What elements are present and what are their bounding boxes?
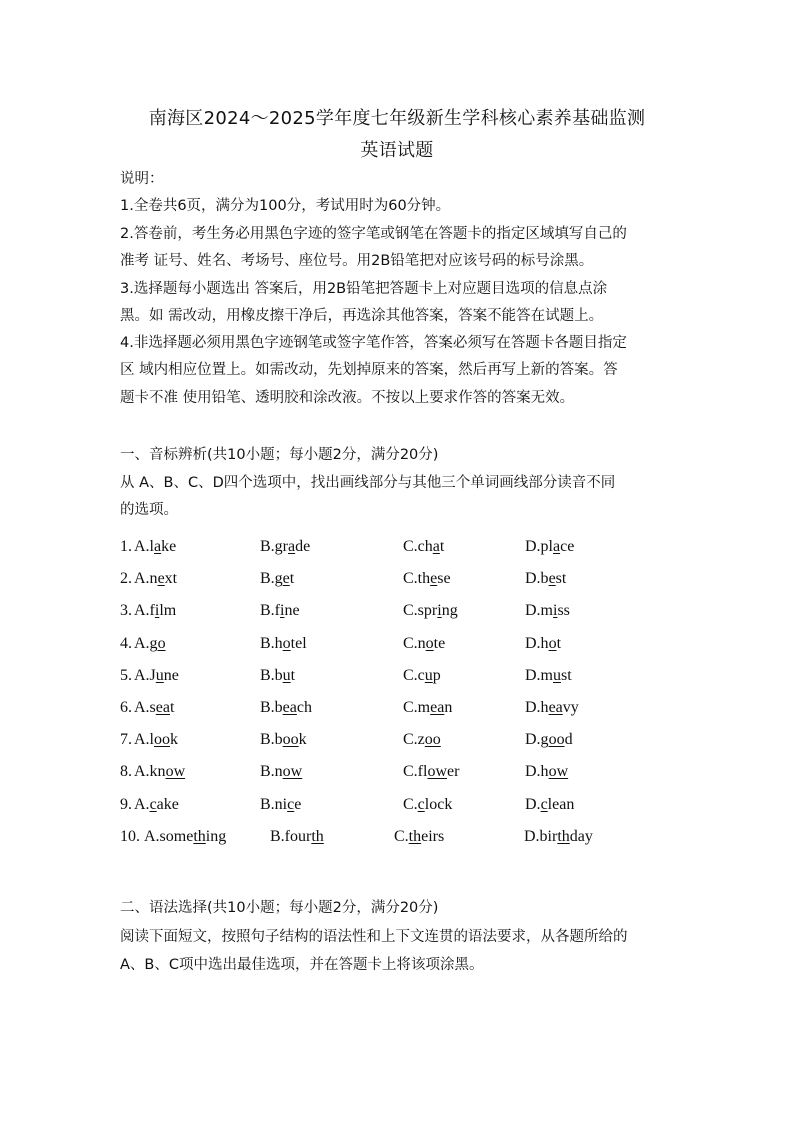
option-a: A.seat [134, 699, 175, 716]
underlined-letters: oo [548, 731, 565, 749]
page-title: 南海区2024～2025学年度七年级新生学科核心素养基础监测 [148, 108, 646, 129]
option-b: B.but [260, 666, 296, 684]
question-row [120, 570, 680, 590]
option-c: C.zoo [403, 731, 441, 749]
underlined-letters: oo [424, 731, 441, 749]
option-a: A.film [134, 602, 177, 620]
question-number: 1. [120, 538, 132, 555]
option-a: A.next [134, 570, 178, 588]
section1-heading: 一、音标辨析(共10小题；每小题2分，满分20分) [120, 447, 439, 463]
underlined-letters: e [548, 570, 556, 588]
section2-description: 阅读下面短文，按照句子结构的语法性和上下文连贯的语法要求，从各题所给的 [120, 929, 628, 945]
option-b: B.fine [260, 602, 300, 620]
option-d: D.clean [525, 795, 575, 813]
question-number: 3. [120, 602, 132, 620]
underlined-letters: oo [282, 731, 299, 749]
instruction-line: 题卡不准 使用铅笔、透明胶和涂改液。不按以上要求作答的答案无效。 [120, 390, 575, 406]
page-subtitle: 英语试题 [360, 140, 434, 161]
option-d: D.hot [525, 634, 562, 652]
option-b: B.grade [260, 538, 311, 555]
instruction-line: 2.答卷前，考生务必用黑色字迹的签字笔或钢笔在答题卡的指定区域填写自己的 [120, 226, 627, 242]
underlined-letters: o [548, 634, 557, 652]
underlined-letters: e [282, 570, 290, 588]
section2-heading: 二、语法选择(共10小题；每小题2分，满分20分) [120, 900, 439, 916]
underlined-letters: ea [430, 699, 445, 716]
instruction-line: 准考 证号、姓名、考场号、座位号。用2B铅笔把对应该号码的标号涂黑。 [120, 253, 594, 269]
option-d: D.how [525, 763, 569, 781]
option-b: B.get [260, 570, 295, 588]
underlined-letters: ow [165, 763, 186, 781]
underlined-letters: u [282, 666, 291, 684]
option-b: B.book [260, 731, 307, 749]
underlined-letters: o [157, 634, 166, 652]
underlined-letters: ea [155, 699, 170, 716]
question-number: 5. [120, 666, 132, 684]
underlined-letters: u [424, 666, 433, 684]
option-a: A.June [134, 666, 179, 684]
question-number: 4. [120, 634, 132, 652]
underlined-letters: a [553, 538, 561, 555]
option-d: D.best [525, 570, 567, 588]
question-number: 9. [120, 795, 132, 813]
option-d: D.miss [525, 602, 570, 620]
question-number: 7. [120, 731, 132, 749]
underlined-letters: a [432, 538, 440, 555]
underlined-letters: ow [427, 763, 448, 781]
underlined-letters: o [282, 634, 291, 652]
option-a: A.something [144, 827, 227, 845]
question-number: 10. [120, 827, 140, 845]
instruction-line: 区 域内相应位置上。如需改动，先划掉原来的答案，然后再写上新的答案。答 [120, 362, 618, 378]
question-row [120, 667, 680, 687]
underlined-letters: u [155, 666, 164, 684]
underlined-letters: c [417, 795, 425, 813]
section1-description: 从 A、B、C、D四个选项中，找出画线部分与其他三个单词画线部分读音不同 [120, 475, 616, 491]
underlined-letters: i [553, 602, 558, 620]
underlined-letters: a [288, 538, 296, 555]
question-number: 2. [120, 570, 132, 588]
underlined-letters: th [408, 827, 422, 845]
option-a: A.look [134, 731, 178, 749]
underlined-letters: th [557, 827, 570, 845]
underlined-letters: oo [154, 731, 170, 749]
underlined-letters: ow [282, 763, 303, 781]
instruction-line: 3.选择题每小题选出 答案后，用2B铅笔把答题卡上对应题目选项的信息点涂 [120, 281, 608, 297]
question-row [120, 796, 680, 816]
option-d: D.must [525, 666, 572, 684]
underlined-letters: u [553, 666, 561, 684]
option-c: C.flower [403, 763, 460, 781]
option-c: C.note [403, 634, 446, 652]
option-c: C.cup [403, 666, 441, 684]
option-d: D.birthday [524, 827, 593, 845]
underlined-letters: e [157, 570, 165, 588]
option-a: A.know [134, 763, 186, 781]
option-d: D.place [525, 538, 575, 555]
underlined-letters: i [437, 602, 442, 620]
underlined-letters: e [430, 570, 438, 588]
option-c: C.theirs [394, 827, 445, 845]
underlined-letters: i [280, 602, 285, 620]
option-c: C.clock [403, 795, 453, 813]
underlined-letters: th [193, 827, 206, 845]
option-b: B.fourth [270, 827, 324, 845]
underlined-letters: ea [548, 699, 563, 716]
instruction-line: 4.非选择题必须用黑色字迹钢笔或签字笔作答，答案必须写在答题卡各题目指定 [120, 335, 627, 351]
underlined-letters: c [287, 795, 295, 813]
section1-description: 的选项。 [120, 502, 178, 518]
question-row [120, 731, 680, 751]
underlined-letters: c [149, 795, 157, 813]
underlined-letters: th [311, 827, 324, 845]
underlined-letters: ea [282, 699, 297, 716]
underlined-letters: a [154, 538, 162, 555]
option-b: B.beach [260, 699, 312, 716]
instruction-line: 1.全卷共6页，满分为100分，考试用时为60分钟。 [120, 198, 451, 214]
option-b: B.nice [260, 795, 302, 813]
option-d: D.heavy [525, 699, 579, 716]
section2-description: A、B、C项中选出最佳选项，并在答题卡上将该项涂黑。 [120, 957, 484, 973]
question-number: 6. [120, 699, 132, 716]
option-a: A.go [134, 634, 166, 652]
option-c: C.mean [403, 699, 453, 716]
question-row [120, 699, 680, 719]
instructions-heading: 说明： [120, 171, 164, 187]
instruction-line: 黑。如 需改动，用橡皮擦干净后，再选涂其他答案，答案不能答在试题上。 [120, 308, 604, 324]
question-row [120, 635, 680, 655]
option-c: C.these [403, 570, 451, 588]
question-number: 8. [120, 763, 132, 781]
option-c: C.chat [403, 538, 445, 555]
underlined-letters: o [425, 634, 434, 652]
question-row [120, 828, 680, 848]
underlined-letters: i [154, 602, 160, 620]
option-c: C.spring [403, 602, 458, 620]
option-b: B.now [260, 763, 303, 781]
option-a: A.lake [134, 538, 177, 555]
option-b: B.hotel [260, 634, 307, 652]
option-a: A.cake [134, 795, 179, 813]
question-row [120, 538, 680, 558]
question-row [120, 602, 680, 622]
option-d: D.good [525, 731, 573, 749]
question-row [120, 763, 680, 783]
underlined-letters: c [540, 795, 548, 813]
underlined-letters: ow [548, 763, 569, 781]
